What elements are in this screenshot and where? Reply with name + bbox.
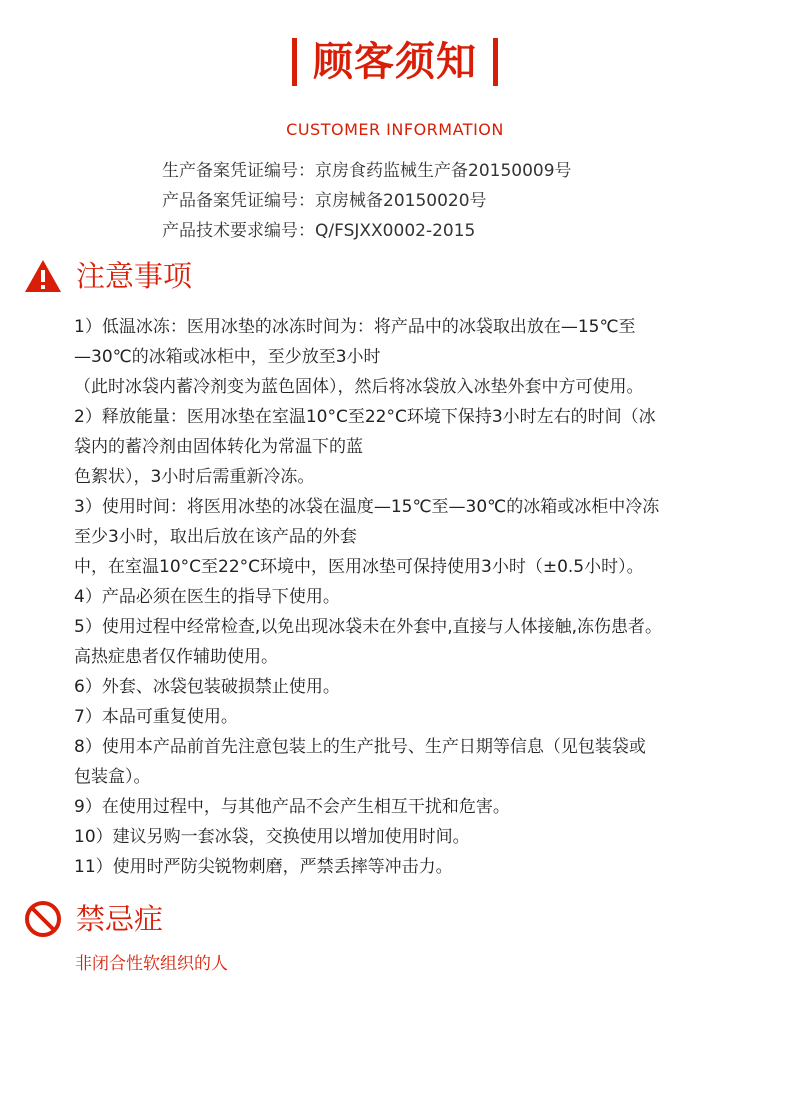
note-line: 至少3小时，取出后放在该产品的外套	[74, 527, 357, 547]
list-item	[74, 792, 774, 822]
page-subtitle: CUSTOMER INFORMATION	[286, 120, 504, 139]
note-line: 高热症患者仅作辅助使用。	[74, 647, 278, 667]
note-line: 1）低温冰冻：医用冰垫的冰冻时间为：将产品中的冰袋取出放在—15℃至	[74, 317, 636, 337]
page-title: 顾客须知	[313, 39, 477, 85]
list-item	[74, 852, 774, 882]
list-item	[74, 582, 774, 612]
registry-info	[162, 156, 762, 246]
list-item	[74, 312, 774, 402]
contraindications-heading	[24, 900, 163, 938]
note-line: 7）本品可重复使用。	[74, 707, 238, 727]
list-item	[74, 702, 774, 732]
note-line: 中，在室温10°C至22°C环境中，医用冰垫可保持使用3小时（±0.5小时）。	[74, 557, 644, 577]
note-line: 11）使用时严防尖锐物刺磨，严禁丢摔等冲击力。	[74, 857, 453, 877]
list-item	[74, 672, 774, 702]
note-line: 3）使用时间：将医用冰垫的冰袋在温度—15℃至—30℃的冰箱或冰柜中冷冻	[74, 497, 660, 517]
note-line: —30℃的冰箱或冰柜中，至少放至3小时	[74, 347, 381, 367]
list-item	[74, 822, 774, 852]
title-bar-right	[493, 38, 498, 86]
note-line: 2）释放能量：医用冰垫在室温10°C至22°C环境下保持3小时左右的时间（冰	[74, 407, 656, 427]
note-line: 色絮状），3小时后需重新冷冻。	[74, 467, 315, 487]
registry-row: 产品备案凭证编号：京房械备20150020号	[162, 191, 487, 211]
warning-icon	[24, 259, 62, 293]
note-line: （此时冰袋内蓄冷剂变为蓝色固体），然后将冰袋放入冰垫外套中方可使用。	[74, 377, 644, 397]
note-line: 5）使用过程中经常检查,以免出现冰袋未在外套中,直接与人体接触,冻伤患者。	[74, 617, 663, 637]
note-line: 包装盒）。	[74, 767, 151, 787]
registry-row: 产品技术要求编号：Q/FSJXX0002-2015	[162, 221, 476, 241]
registry-row: 生产备案凭证编号：京房食药监械生产备20150009号	[162, 161, 572, 181]
list-item	[74, 402, 774, 492]
note-line: 9）在使用过程中，与其他产品不会产生相互干扰和危害。	[74, 797, 510, 817]
contraindications-title: 禁忌症	[76, 902, 164, 936]
list-item	[74, 492, 774, 582]
note-line: 4）产品必须在医生的指导下使用。	[74, 587, 340, 607]
warnings-list	[74, 312, 774, 882]
note-line: 6）外套、冰袋包装破损禁止使用。	[74, 677, 340, 697]
contraindications-text: 非闭合性软组织的人	[75, 954, 228, 974]
note-line: 袋内的蓄冷剂由固体转化为常温下的蓝	[74, 437, 363, 457]
prohibited-icon	[24, 900, 62, 938]
page-header	[0, 38, 790, 86]
list-item	[74, 732, 774, 792]
note-line: 8）使用本产品前首先注意包装上的生产批号、生产日期等信息（见包装袋或	[74, 737, 646, 757]
title-bar-left	[292, 38, 297, 86]
warnings-heading	[24, 258, 192, 294]
list-item	[74, 612, 774, 672]
note-line: 10）建议另购一套冰袋，交换使用以增加使用时间。	[74, 827, 470, 847]
warnings-title: 注意事项	[76, 259, 193, 293]
